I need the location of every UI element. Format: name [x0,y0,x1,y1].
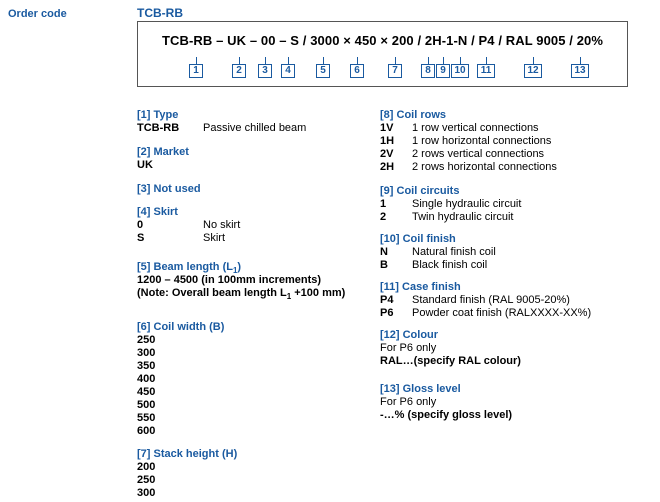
option-desc: Natural finish coil [412,246,496,258]
section-heading: [12] Colour [380,329,439,341]
marker-tick [323,57,324,64]
section-heading: [4] Skirt [137,206,178,218]
section-heading: [9] Coil circuits [380,185,460,197]
marker-tick [288,57,289,64]
note-end: +100 mm) [291,287,346,299]
marker-7: 7 [388,64,402,78]
option-note: For P6 only [380,342,437,354]
section-coil-width [137,321,224,438]
section-heading: [1] Type [137,109,179,121]
option-desc: Standard finish (RAL 9005-20%) [412,294,570,306]
option-value: 600 [137,425,156,437]
section-market [137,146,189,172]
order-code-label: Order code [8,8,67,20]
section-type [137,109,306,135]
heading-end: ) [237,261,242,273]
option-value: -…% (specify gloss level) [380,409,513,421]
option-key: 2V [380,148,394,160]
option-note: For P6 only [380,396,437,408]
section-case-finish [380,281,591,320]
option-key: TCB-RB [137,122,180,134]
section-coil-rows [380,109,557,174]
marker-6: 6 [350,64,364,78]
section-heading: [7] Stack height (H) [137,448,238,460]
option-key: 2H [380,161,395,173]
section-coil-circuits [380,185,521,224]
option-value: 550 [137,412,156,424]
section-heading: [6] Coil width (B) [137,321,225,333]
marker-9: 9 [436,64,450,78]
subscript: 1 [286,292,292,302]
marker-tick [357,57,358,64]
section-heading: [10] Coil finish [380,233,456,245]
option-key: 2 [380,211,387,223]
marker-tick [460,57,461,64]
marker-tick [443,57,444,64]
option-key: S [137,232,145,244]
marker-tick [533,57,534,64]
section-stack-height [137,448,237,500]
marker-3: 3 [258,64,272,78]
section-coil-finish [380,233,496,272]
marker-4: 4 [281,64,295,78]
option-desc: Black finish coil [412,259,488,271]
option-desc: Skirt [203,232,225,244]
subscript: 1 [232,266,238,276]
section-gloss-level [380,383,512,422]
marker-5: 5 [316,64,330,78]
marker-12: 12 [524,64,542,78]
option-desc: Passive chilled beam [203,122,307,134]
option-key: 0 [137,219,144,231]
option-value: 500 [137,399,156,411]
option-desc: 1 row vertical connections [412,122,539,134]
option-key: P6 [380,307,394,319]
section-heading: [8] Coil rows [380,109,447,121]
option-key: P4 [380,294,394,306]
marker-13: 13 [571,64,589,78]
marker-tick [395,57,396,64]
marker-8: 8 [421,64,435,78]
option-value: 450 [137,386,156,398]
option-value: 250 [137,474,156,486]
option-value: 250 [137,334,156,346]
beam-length-note: (Note: Overall beam length L [137,287,287,299]
option-desc: Single hydraulic circuit [412,198,522,210]
marker-11: 11 [477,64,495,78]
beam-length-range: 1200 – 4500 (in 100mm increments) [137,274,322,286]
option-value: UK [137,159,153,171]
section-not-used [137,183,201,196]
option-value: 200 [137,461,156,473]
section-skirt [137,206,240,245]
option-key: N [380,246,388,258]
option-desc: No skirt [203,219,241,231]
marker-1: 1 [189,64,203,78]
marker-tick [196,57,197,64]
marker-2: 2 [232,64,246,78]
marker-tick [580,57,581,64]
section-heading: [11] Case finish [380,281,461,293]
section-beam-length [137,261,345,300]
option-value: 300 [137,347,156,359]
option-value: 400 [137,373,156,385]
option-key: B [380,259,388,271]
option-value: 300 [137,487,156,499]
section-heading: [3] Not used [137,183,201,195]
marker-10: 10 [451,64,469,78]
marker-tick [239,57,240,64]
section-colour [380,329,521,368]
option-key: 1 [380,198,387,210]
option-key: 1V [380,122,394,134]
order-code-string: TCB-RB – UK – 00 – S / 3000 × 450 × 200 / 2H-1-N / P4 / RAL 9005 / 20% [161,33,604,48]
option-desc: Twin hydraulic circuit [412,211,514,223]
option-desc: Powder coat finish (RALXXXX-XX%) [412,307,592,319]
option-desc: 1 row horizontal connections [412,135,552,147]
option-desc: 2 rows vertical connections [412,148,545,160]
option-value: RAL…(specify RAL colour) [380,355,521,367]
product-code-title: TCB-RB [137,6,183,20]
order-code-diagram [137,21,628,87]
option-key: 1H [380,135,395,147]
option-desc: 2 rows horizontal connections [412,161,557,173]
section-heading: [5] Beam length (L [137,261,233,273]
marker-tick [265,57,266,64]
marker-tick [486,57,487,64]
option-value: 350 [137,360,156,372]
marker-tick [428,57,429,64]
section-heading: [2] Market [137,146,189,158]
section-heading: [13] Gloss level [380,383,461,395]
